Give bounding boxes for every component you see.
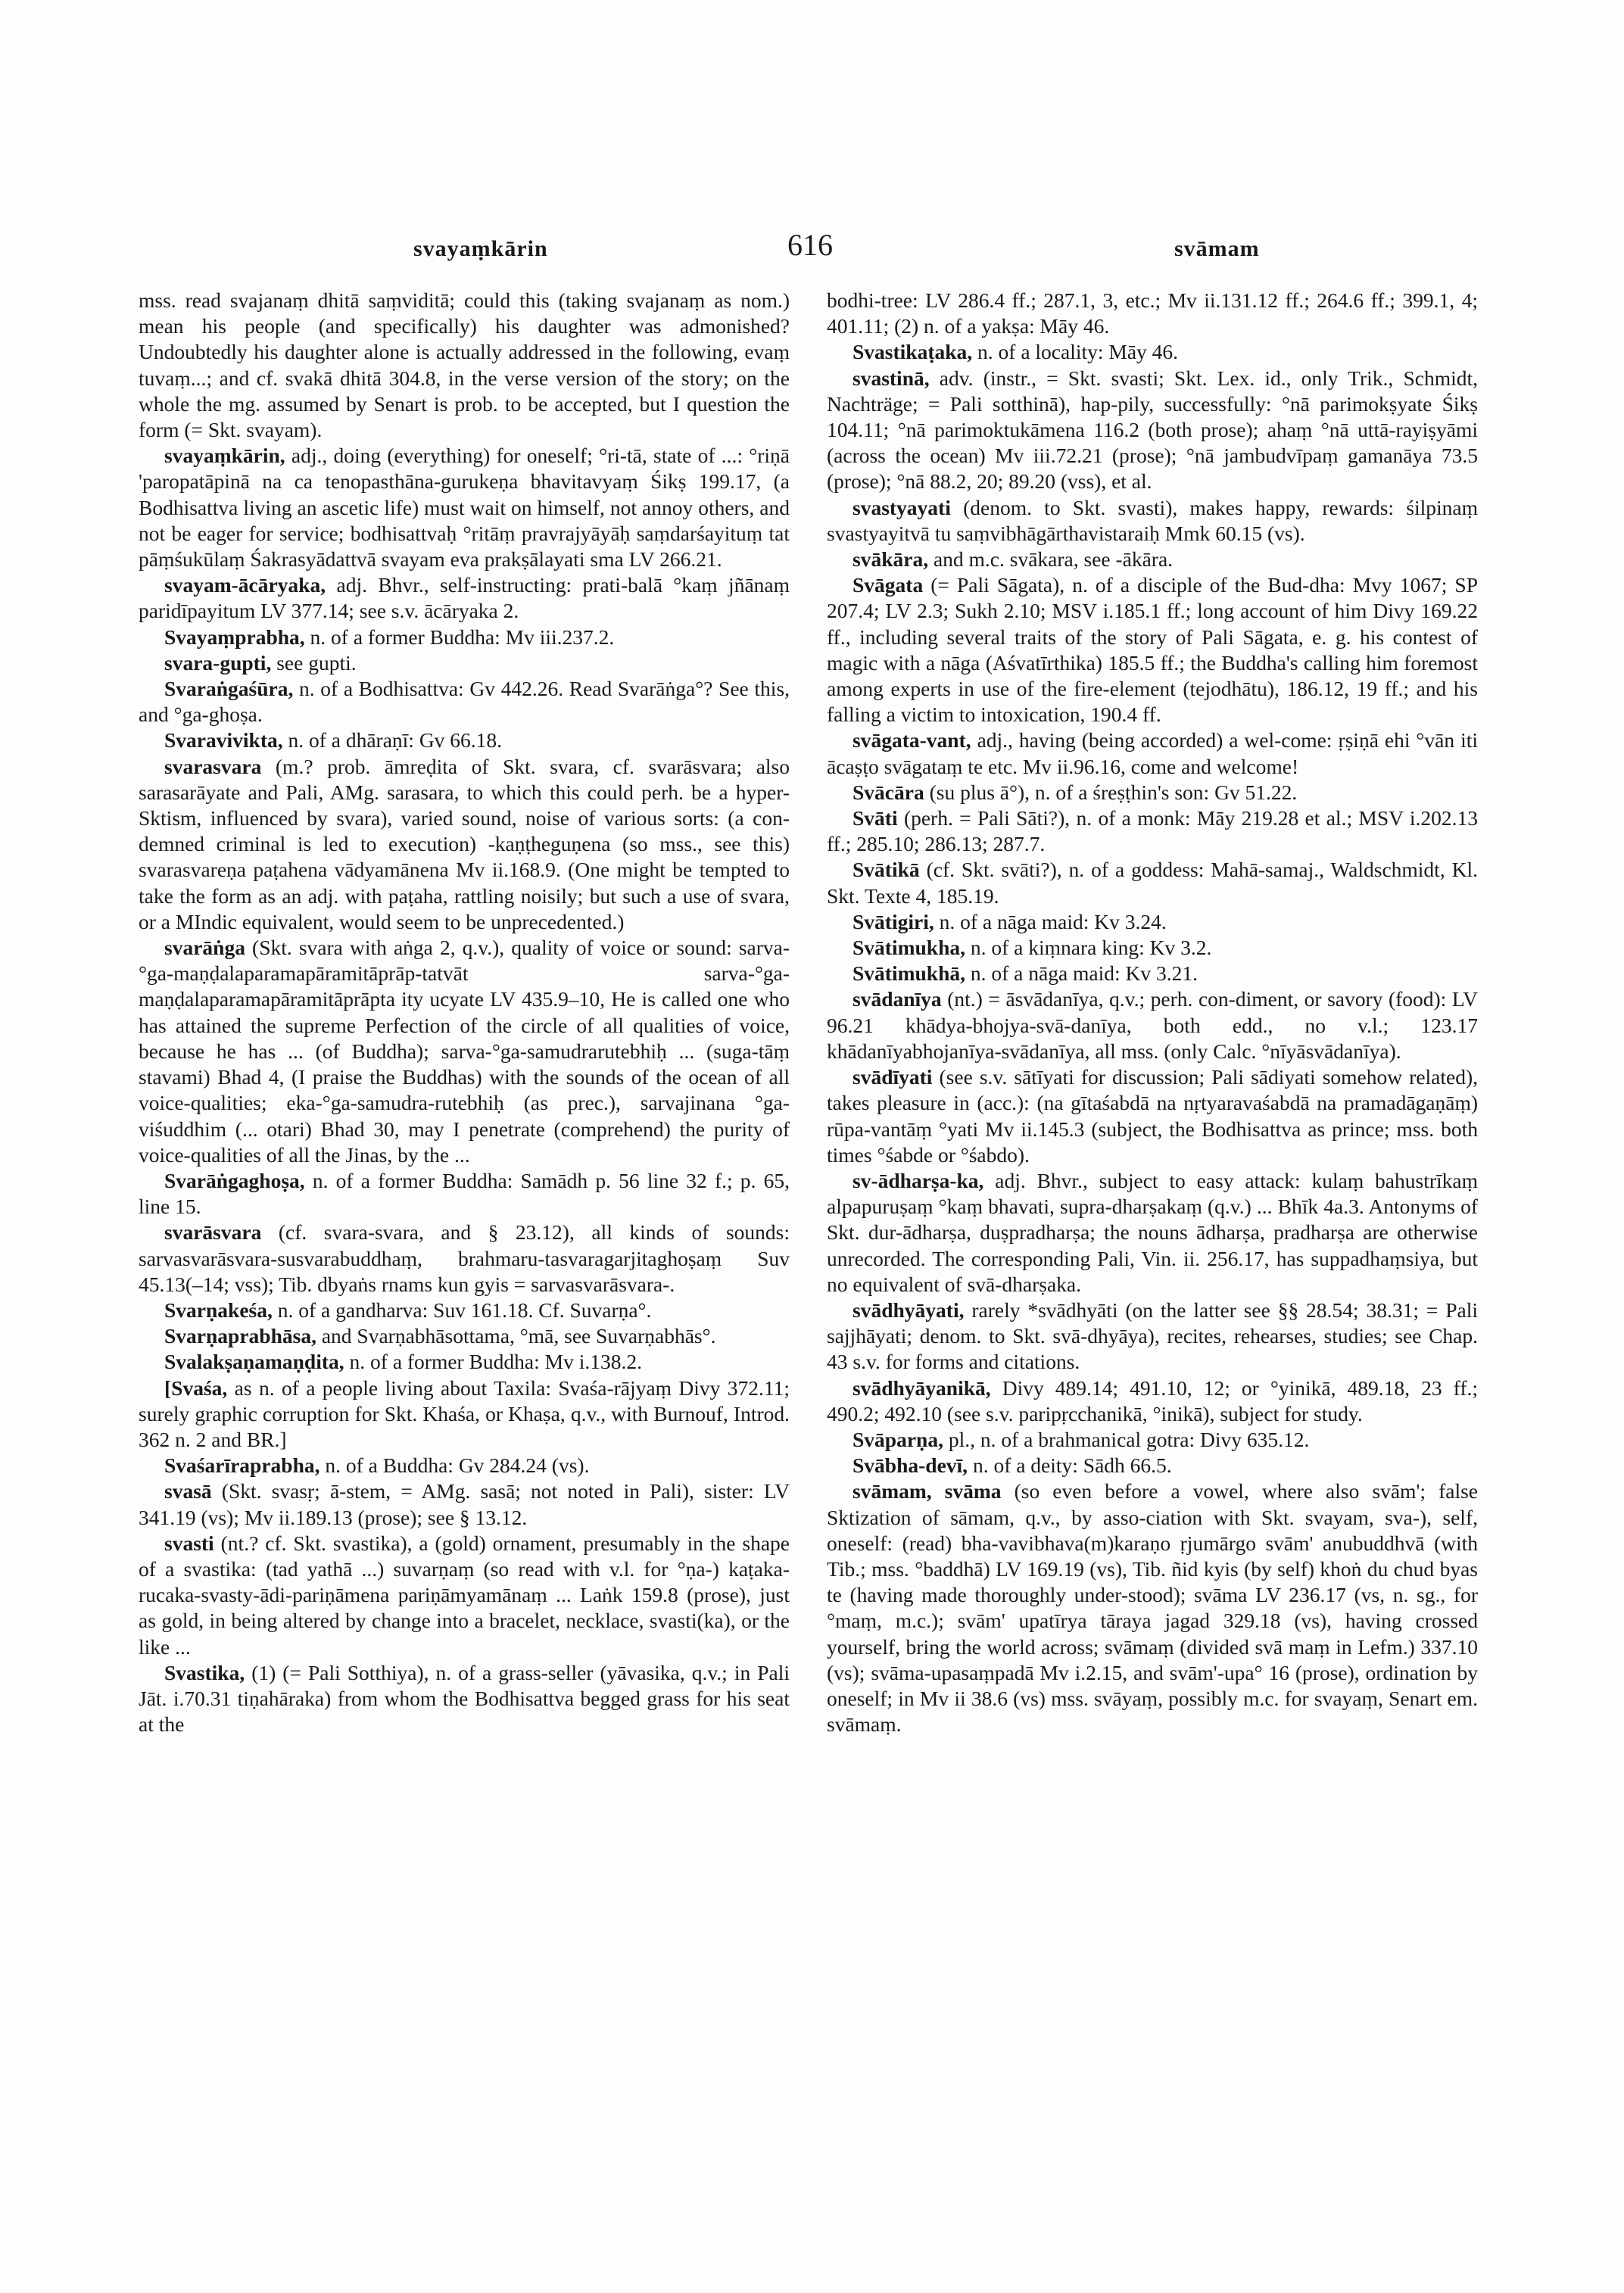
dictionary-entry bbox=[827, 547, 1478, 572]
entry-text: pl., n. of a brahmanical gotra: Divy 635.12. bbox=[948, 1427, 1310, 1451]
entry-headword: Svātigiri, bbox=[853, 909, 934, 933]
entry-text: and Svarṇabhāsottama, °mā, see Suvarṇabhās°. bbox=[321, 1324, 716, 1348]
entry-text: (1) (= Pali Sotthiya), n. of a grass-seller (yāvasika, q.v.; in Pali Jāt. i.70.31 tiṇahāraka) from whom the Bodhisattva begged grass for his seat at the bbox=[139, 1660, 790, 1737]
entry-text: n. of a kiṃnara king: Kv 3.2. bbox=[970, 936, 1212, 960]
entry-text: bodhi-tree: LV 286.4 ff.; 287.1, 3, etc.; Mv ii.131.12 ff.; 264.6 ff.; 399.1, 4; 401.11; (2) n. of a yakṣa: Māy 46. bbox=[827, 288, 1478, 338]
entry-headword: svarāṅga bbox=[164, 936, 245, 960]
entry-text: n. of a former Buddha: Samādh p. 56 line 32 f.; p. 65, line 15. bbox=[139, 1168, 790, 1219]
entry-text: rarely *svādhyāti (on the latter see §§ 28.54; 38.31; = Pali sajjhāyati; denom. to Skt. svā-dhyāya), recites, rehearses, studies; see Chap. 43 s.v. for forms and citations. bbox=[827, 1298, 1478, 1374]
entry-headword: svastyayati bbox=[853, 495, 951, 519]
entry-headword: Svaśarīraprabha, bbox=[164, 1453, 320, 1478]
entry-headword: Svaravivikta, bbox=[164, 728, 283, 752]
dictionary-entry bbox=[827, 495, 1478, 547]
dictionary-entry bbox=[139, 650, 790, 676]
entry-text: (perh. = Pali Sāti?), n. of a monk: Māy 219.28 et al.; MSV i.202.13 ff.; 285.10; 286.13; 287.7. bbox=[827, 806, 1479, 856]
entry-headword: svasā bbox=[164, 1479, 212, 1503]
dictionary-entry bbox=[827, 857, 1478, 908]
dictionary-entry bbox=[139, 443, 790, 572]
entry-text: as n. of a people living about Taxila: Svaśa-rājyaṃ Divy 372.11; surely graphic corruption for Skt. Khaśa, or Khaṣa, q.v., with Burnouf, Introd. 362 n. 2 and BR.] bbox=[139, 1375, 790, 1451]
dictionary-entry bbox=[139, 1298, 790, 1323]
entry-headword: Svāti bbox=[853, 806, 898, 830]
entry-text: (cf. Skt. svāti?), n. of a goddess: Mahā-samaj., Waldschmidt, Kl. Skt. Texte 4, 185.19. bbox=[827, 858, 1479, 908]
dictionary-entry bbox=[827, 288, 1478, 339]
entry-text: (nt.? cf. Skt. svastika), a (gold) ornament, presumably in the shape of a svastika: (tad yathā ...) suvarṇaṃ (so read with v.l. for °ṇa-) kaṭaka-rucaka-svasty-ādi-pariṇāmena pariṇāmyamānaṃ ... Laṅk 159.8 (prose), just as gold, in being altered by change into a bracelet, necklace, svasti(ka), or the like ... bbox=[139, 1531, 790, 1659]
entry-headword: svayam-ācāryaka, bbox=[164, 573, 326, 597]
dictionary-entry bbox=[827, 986, 1478, 1064]
dictionary-entry bbox=[139, 1453, 790, 1478]
dictionary-entry bbox=[139, 1531, 790, 1660]
entry-text: n. of a gandharva: Suv 161.18. Cf. Suvarṇa°. bbox=[277, 1298, 652, 1322]
entry-headword: svādhyāyati, bbox=[853, 1298, 965, 1322]
entry-text: adj. Bhvr., subject to easy attack: kulaṃ bahustrīkaṃ alpapuruṣaṃ °kaṃ bhavati, supra-dharṣakaṃ (q.v.) ... Bhīk 4a.3. Antonyms of Skt. dur-ādharṣa, duṣpradharṣa; the nouns ādharṣa, pradharṣa are otherwise unrecorded. The corresponding Pali, Vin. ii. 256.17, has suppadhaṃsiya, but no equivalent of svā-dharṣaka. bbox=[827, 1168, 1478, 1296]
dictionary-entry bbox=[139, 1220, 790, 1298]
entry-headword: [Svaśa, bbox=[164, 1375, 228, 1400]
entry-text: mss. read svajanaṃ dhitā saṃviditā; could this (taking svajanaṃ as nom.) mean his people (and specifically) his daughter was admonished? Undoubtedly his daughter alone is actually addressed in the following, evaṃ tuvaṃ...; and cf. svakā dhitā 304.8, in the verse version of the story; on the whole the mg. assumed by Senart is prob. to be accepted, but I question the form (= Skt. svayam). bbox=[139, 288, 790, 442]
entry-headword: svādanīya bbox=[853, 987, 942, 1011]
right-guide-word: svāmam bbox=[1174, 236, 1260, 261]
dictionary-entry bbox=[827, 1478, 1478, 1737]
page-number: 616 bbox=[787, 228, 833, 262]
entry-headword: svasti bbox=[164, 1531, 214, 1555]
entry-headword: Svalakṣaṇamaṇḍita, bbox=[164, 1350, 344, 1374]
entry-headword: svākāra, bbox=[853, 547, 929, 572]
entry-headword: svayaṃkārin, bbox=[164, 444, 285, 468]
entry-text: adv. (instr., = Skt. svasti; Skt. Lex. id., only Trik., Schmidt, Nachträge; = Pali sotthinā), hap-pily, successfully: °nā parimokṣyate Śikṣ 104.11; °nā parimoktukāmena 116.2 (both prose); ahaṃ °nā uttā-rayiṣyāmi (across the ocean) Mv iii.72.21 (prose); °nā jambudvīpaṃ gamanāya 73.5 (prose); °nā 88.2, 20; 89.20 (vss), et al. bbox=[827, 366, 1478, 494]
entry-headword: Svarāṅgaghoṣa, bbox=[164, 1168, 305, 1192]
entry-text: (cf. svara-svara, and § 23.12), all kinds of sounds: sarvasvarāsvara-susvarabuddhaṃ, brahmaru-tasvaragarjitaghoṣaṃ Suv 45.13(–14; vss); Tib. dbyaṅs rnams kun gyis = sarvasvarāsvara-. bbox=[139, 1220, 790, 1296]
dictionary-entry bbox=[827, 909, 1478, 935]
dictionary-entry bbox=[827, 1427, 1478, 1453]
dictionary-entry bbox=[139, 625, 790, 650]
entry-text: (so even before a vowel, where also svām'; false Sktization of sāmam, q.v., by asso-ciation with Skt. svayam, sva-), self, oneself: (read) bha-vavibhava(m)karaṇo ṛjumārgo svām' anubuddhvā (with Tib.; mss. °baddhā) LV 169.19 (vs), Tib. ñid kyis (by self) khoṅ du chud byas te (having made thoroughly under-stood); svāma LV 236.17 (vs, n. sg., for °maṃ, m.c.); svām' upatīrya tāraya jagad 329.18 (vs), having crossed yourself, bring the world across; svāmaṃ (divided svā maṃ in Lefm.) 337.10 (vs); svāma-upasaṃpadā Mv i.2.15, and svām'-upa° 16 (prose), ordination by oneself; in Mv ii 38.6 (vs) mss. svāyaṃ, possibly m.c. for svayaṃ, Senart em. svāmaṃ. bbox=[827, 1479, 1478, 1737]
dictionary-entry bbox=[827, 366, 1478, 495]
dictionary-entry bbox=[139, 1323, 790, 1349]
entry-text: (denom. to Skt. svasti), makes happy, rewards: śilpinaṃ svastyayitvā tu saṃvibhāgārthavistaraiḥ Mmk 60.15 (vs). bbox=[827, 495, 1479, 545]
left-column bbox=[139, 288, 790, 1737]
dictionary-entry bbox=[827, 727, 1478, 779]
dictionary-entry bbox=[139, 1478, 790, 1530]
entry-headword: Svaraṅgaśūra, bbox=[164, 677, 294, 701]
dictionary-entry bbox=[827, 1375, 1478, 1427]
entry-headword: Svāparṇa, bbox=[853, 1427, 943, 1451]
dictionary-entry bbox=[139, 1660, 790, 1738]
dictionary-entry bbox=[827, 935, 1478, 961]
entry-headword: Svātimukha, bbox=[853, 936, 966, 960]
right-column bbox=[827, 288, 1478, 1737]
dictionary-entry bbox=[139, 754, 790, 935]
dictionary-entry bbox=[139, 288, 790, 443]
entry-text: n. of a dhāraṇī: Gv 66.18. bbox=[288, 728, 503, 752]
dictionary-entry bbox=[139, 935, 790, 1168]
entry-text: (m.? prob. āmreḍita of Skt. svara, cf. svarāsvara; also sarasarāyate and Pali, AMg. sarasara, to which this could perh. be a hyper-Sktism, influenced by svara), varied sound, noise of various sorts: (a con-demned criminal is led to execution) -kaṇṭheguṇena (so mss., see this) svarasvareṇa paṭahena vādyamānena Mv ii.168.9. (One might be tempted to take the form as an adj. with paṭaha, rattling noisily; but such a use of svara, or a MIndic equivalent, would seem to be unprecedented.) bbox=[139, 754, 790, 933]
entry-headword: Svātimukhā, bbox=[853, 961, 966, 986]
dictionary-entry bbox=[827, 1298, 1478, 1375]
entry-text: n. of a Bodhisattva: Gv 442.26. Read Svarāṅga°? See this, and °ga-ghoṣa. bbox=[139, 677, 790, 727]
entry-text: and m.c. svākara, see -ākāra. bbox=[933, 547, 1174, 572]
dictionary-entry bbox=[139, 727, 790, 753]
entry-headword: Svastikaṭaka, bbox=[853, 340, 973, 364]
left-guide-word: svayaṃkārin bbox=[413, 236, 548, 261]
dictionary-entry bbox=[827, 572, 1478, 727]
entry-text: adj., having (being accorded) a wel-come: ṛṣiṇā ehi °vān iti ācaṣṭo svāgataṃ te etc. Mv ii.96.16, come and welcome! bbox=[827, 728, 1478, 778]
entry-text: (su plus ā°), n. of a śreṣṭhin's son: Gv 51.22. bbox=[929, 780, 1298, 804]
entry-headword: svarāsvara bbox=[164, 1220, 262, 1245]
entry-headword: Svābha-devī, bbox=[853, 1453, 968, 1478]
entry-text: (Skt. svasṛ; ā-stem, = AMg. sasā; not noted in Pali), sister: LV 341.19 (vs); Mv ii.189.13 (prose); see § 13.12. bbox=[139, 1479, 790, 1529]
dictionary-entry bbox=[139, 1349, 790, 1375]
entry-headword: Svarṇaprabhāsa, bbox=[164, 1324, 316, 1348]
entry-text: adj. Bhvr., self-instructing: prati-balā °kaṃ jñānaṃ paridīpayitum LV 377.14; see s.v. ācāryaka 2. bbox=[139, 573, 790, 623]
entry-text: (see s.v. sātīyati for discussion; Pali sādiyati somehow related), takes pleasure in (acc.): (na gītaśabdā na nṛtyaravaśabdā na pramadāgaṇāṃ) rūpa-vantāṃ °yati Mv ii.145.3 (subject, the Bodhisattva as prince; mss. both times °śabde or °śabdo). bbox=[827, 1065, 1479, 1167]
entry-headword: svādhyāyanikā, bbox=[853, 1375, 991, 1400]
entry-headword: svāmam, svāma bbox=[853, 1479, 1002, 1503]
dictionary-entry bbox=[827, 961, 1478, 986]
entry-text: n. of a former Buddha: Mv iii.237.2. bbox=[310, 625, 615, 649]
entry-text: (nt.) = āsvādanīya, q.v.; perh. con-diment, or savory (food): LV 96.21 khādya-bhojya-svā-danīya, both edd., no v.l.; 123.17 khādanīyabhojanīya-svādanīya, all mss. (only Calc. °nīyāsvādanīya). bbox=[827, 987, 1479, 1063]
entry-headword: svādīyati bbox=[853, 1065, 933, 1089]
dictionary-entry bbox=[827, 1064, 1478, 1168]
dictionary-entry bbox=[827, 780, 1478, 805]
entry-headword: Svātikā bbox=[853, 858, 920, 882]
dictionary-entry bbox=[827, 1168, 1478, 1298]
entry-headword: svarasvara bbox=[164, 754, 262, 778]
dictionary-entry bbox=[139, 572, 790, 624]
entry-text: (Skt. svara with aṅga 2, q.v.), quality of voice or sound: sarva-°ga-maṇḍalaparamapāramitāprāp-tatvāt sarva-°ga-maṇḍalaparamapāramitāprāpta ity ucyate LV 435.9–10, He is called one who has attained the supreme Perfection of the circle of all qualities of voice, because he has ... (of Buddha); sarva-°ga-samudrarutebhiḥ ... (suga-tāṃ stavami) Bhad 4, (I praise the Buddhas) with the sounds of the ocean of all voice-qualities; eka-°ga-samudra-rutebhiḥ (as prec.), sarvajinana °ga-viśuddhim (... otari) Bhad 30, may I penetrate (comprehend) the purity of voice-qualities of all the Jinas, by the ... bbox=[139, 936, 790, 1167]
entry-text: (= Pali Sāgata), n. of a disciple of the Bud-dha: Mvy 1067; SP 207.4; LV 2.3; Sukh 2.10; MSV i.185.1 ff.; long account of him Divy 169.22 ff., including several traits of the story of Pali Sāgata, e. g. his contest of magic with a nāga (Aśvatīrthika) 185.5 ff.; the Buddha's calling him foremost among experts in use of the fire-element (tejodhātu), 186.12, 19 ff.; and his falling a victim to intoxication, 190.4 ff. bbox=[827, 573, 1479, 727]
entry-headword: svastinā, bbox=[853, 366, 930, 390]
dictionary-entry bbox=[827, 805, 1478, 857]
entry-headword: Svāgata bbox=[853, 573, 924, 597]
entry-headword: Svarṇakeśa, bbox=[164, 1298, 273, 1322]
entry-text: adj., doing (everything) for oneself; °ri-tā, state of ...: °riṇā 'paropatāpinā na ca tenopasthāna-gurukeṇa bhavitavyaṃ Śikṣ 199.17, (a Bodhisattva living an ascetic life) must wait on himself, not annoy others, and not be eager for service; bodhisattvaḥ °ritāṃ pravrajyāyāḥ saṃdarśayituṃ tat pāṃśukūlaṃ Śakrasyādattvā svayam eva prakṣālayati sma LV 266.21. bbox=[139, 444, 790, 572]
entry-text: see gupti. bbox=[276, 650, 357, 675]
entry-headword: svara-gupti, bbox=[164, 650, 272, 675]
dictionary-entry bbox=[827, 339, 1478, 365]
entry-headword: Svastika, bbox=[164, 1660, 245, 1684]
dictionary-entry bbox=[139, 1375, 790, 1453]
entry-text: n. of a nāga maid: Kv 3.21. bbox=[970, 961, 1199, 986]
entry-text: n. of a locality: Māy 46. bbox=[977, 340, 1179, 364]
entry-text: Divy 489.14; 491.10, 12; or °yinikā, 489.18, 23 ff.; 490.2; 492.10 (see s.v. paripṛcchanikā, °inikā), subject for study. bbox=[827, 1375, 1479, 1425]
entry-text: n. of a deity: Sādh 66.5. bbox=[972, 1453, 1172, 1478]
entry-text: n. of a nāga maid: Kv 3.24. bbox=[939, 909, 1167, 933]
entry-headword: svāgata-vant, bbox=[853, 728, 971, 752]
dictionary-entry bbox=[827, 1453, 1478, 1478]
entry-text: n. of a former Buddha: Mv i.138.2. bbox=[349, 1350, 642, 1374]
entry-headword: Svācāra bbox=[853, 780, 924, 804]
dictionary-entry bbox=[139, 1168, 790, 1220]
entry-headword: sv-ādharṣa-ka, bbox=[853, 1168, 984, 1192]
entry-headword: Svayaṃprabha, bbox=[164, 625, 305, 649]
entry-text: n. of a Buddha: Gv 284.24 (vs). bbox=[325, 1453, 590, 1478]
running-head bbox=[0, 227, 1624, 273]
dictionary-entry bbox=[139, 676, 790, 727]
